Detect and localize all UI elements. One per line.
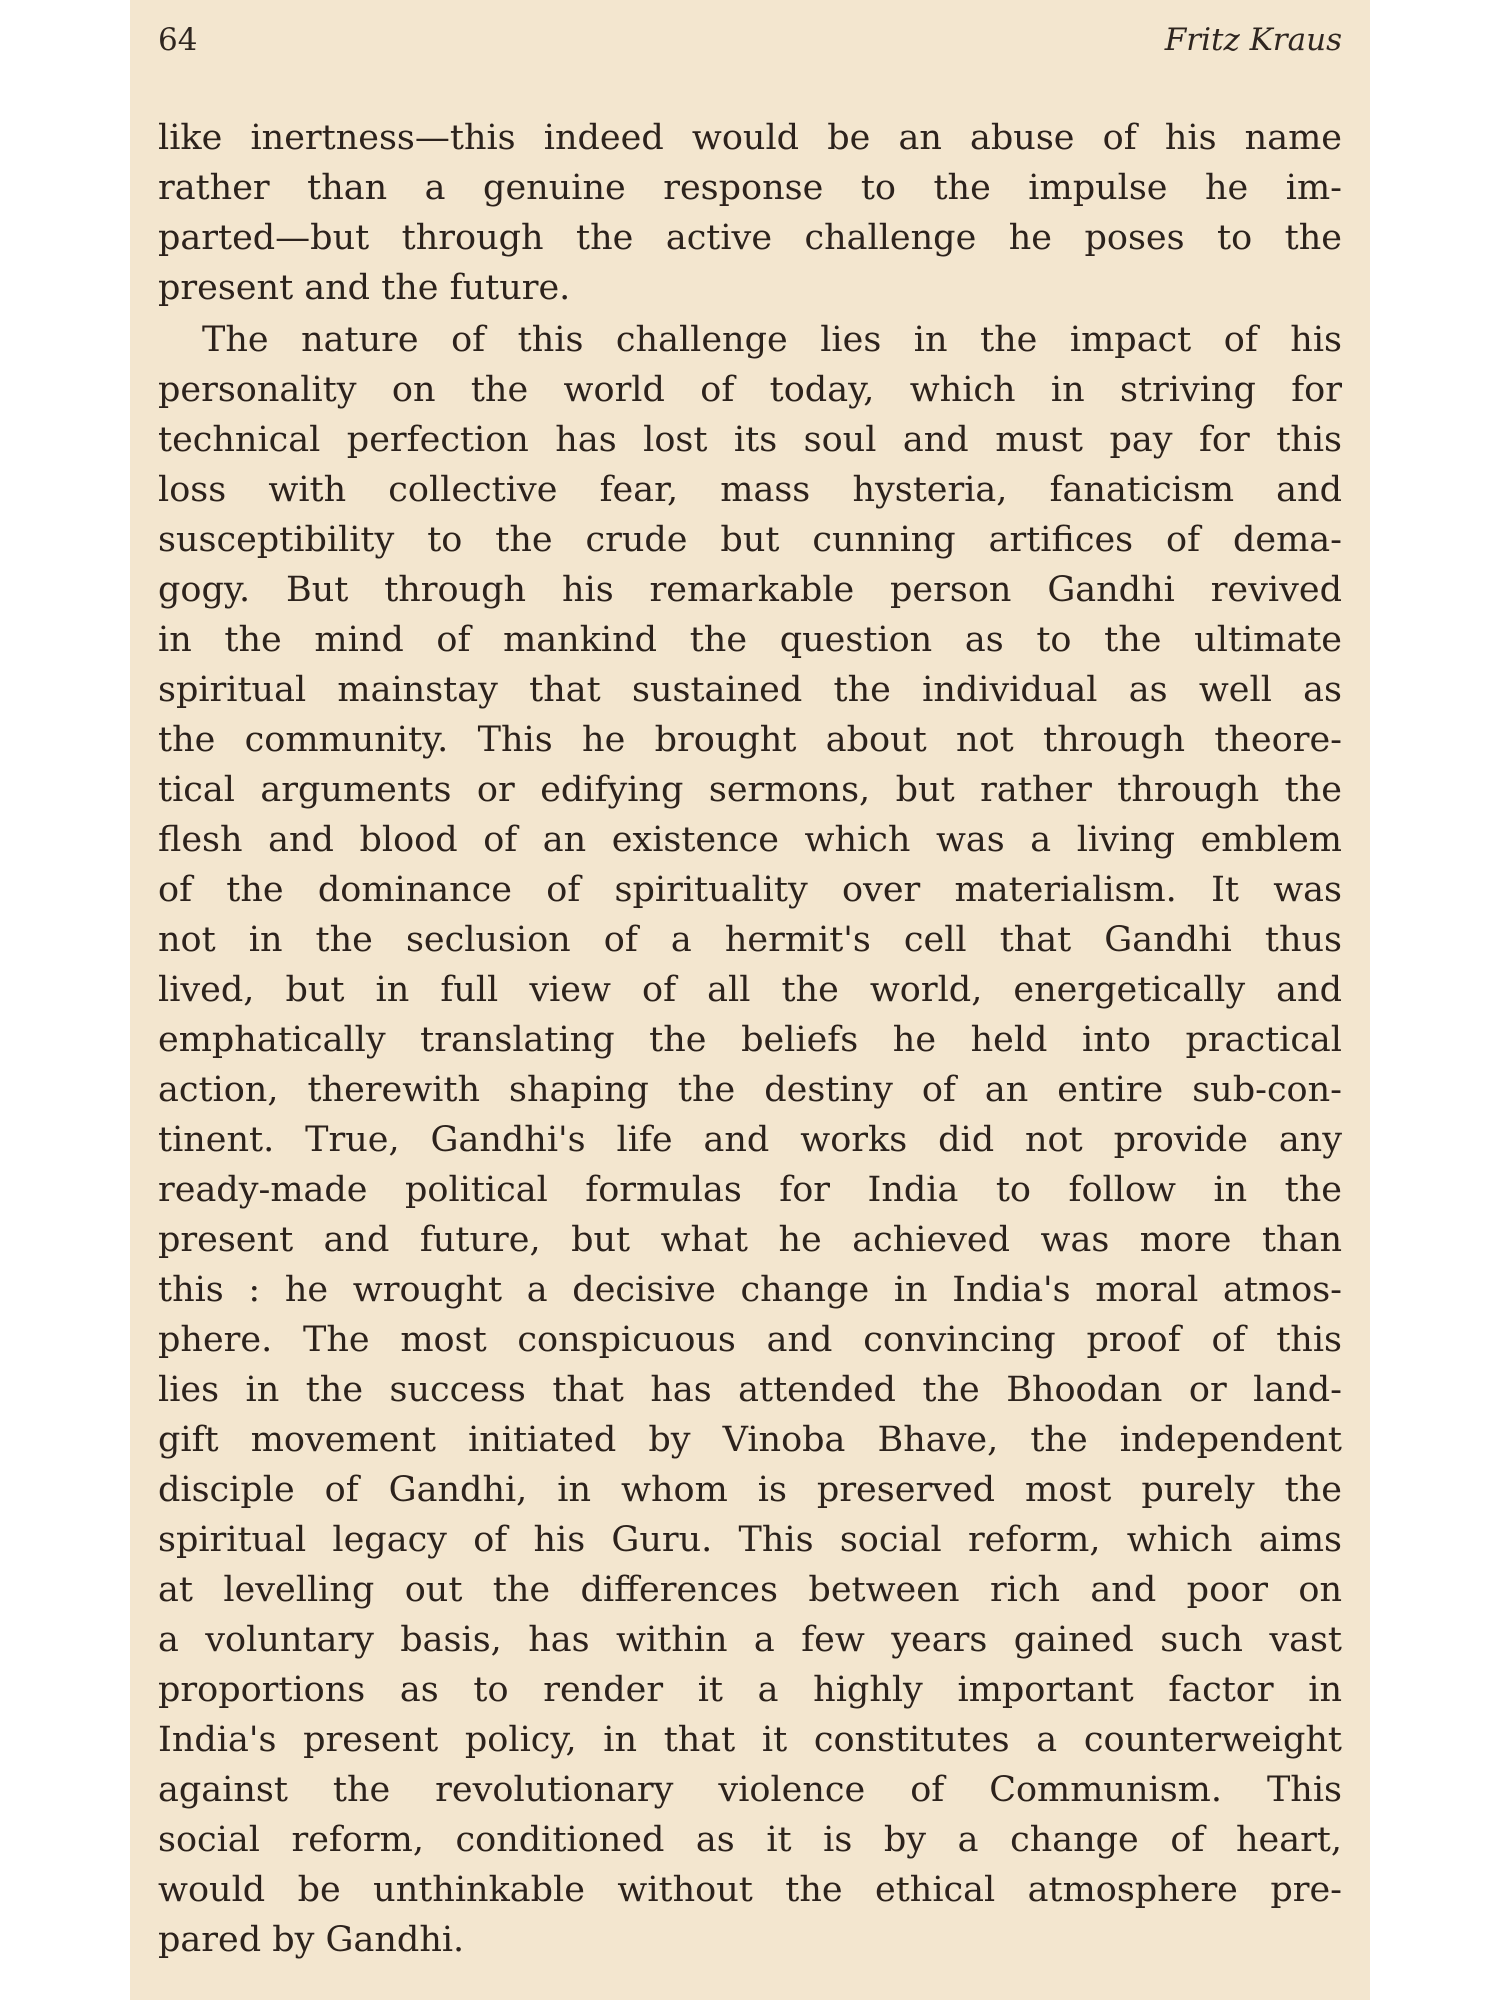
text-line: parted—but through the active challenge he poses to the [158,218,1342,258]
text-line: spiritual legacy of his Guru. This social reform, which aims [158,1520,1342,1560]
text-line: would be unthinkable without the ethical atmosphere pre- [158,1870,1342,1910]
text-line: loss with collective fear, mass hysteria, fanaticism and [158,470,1342,510]
text-line: disciple of Gandhi, in whom is preserved most purely the [158,1470,1342,1510]
text-line: spiritual mainstay that sustained the individual as well as [158,670,1342,710]
text-line: The nature of this challenge lies in the impact of his [202,320,1342,360]
text-line: personality on the world of today, which in striving for [158,370,1342,410]
text-line: ready-made political formulas for India to follow in the [158,1170,1342,1210]
text-line: gift movement initiated by Vinoba Bhave, the independent [158,1420,1342,1460]
text-line: like inertness—this indeed would be an abuse of his name [158,118,1342,158]
text-line: technical perfection has lost its soul and must pay for this [158,420,1342,460]
text-line: at levelling out the differences between rich and poor on [158,1570,1342,1610]
text-line: the community. This he brought about not through theore- [158,720,1342,760]
text-line: against the revolutionary violence of Communism. This [158,1770,1342,1810]
text-line: emphatically translating the beliefs he held into practical [158,1020,1342,1060]
text-line: susceptibility to the crude but cunning artifices of dema- [158,520,1342,560]
text-line: action, therewith shaping the destiny of an entire sub-con- [158,1070,1342,1110]
text-line: present and the future. [158,268,571,308]
text-line: lived, but in full view of all the world, energetically and [158,970,1342,1010]
text-line: social reform, conditioned as it is by a change of heart, [158,1820,1342,1860]
page-number: 64 [158,22,198,58]
text-line: not in the seclusion of a hermit's cell that Gandhi thus [158,920,1342,960]
text-line: in the mind of mankind the question as to the ultimate [158,620,1342,660]
text-line: gogy. But through his remarkable person Gandhi revived [158,570,1342,610]
text-line: lies in the success that has attended the Bhoodan or land- [158,1370,1342,1410]
text-line: of the dominance of spirituality over materialism. It was [158,870,1342,910]
book-page [130,0,1370,2000]
page-header [158,22,1342,62]
text-line: pared by Gandhi. [158,1920,465,1960]
text-line: this : he wrought a decisive change in India's moral atmos- [158,1270,1342,1310]
text-line: proportions as to render it a highly important factor in [158,1670,1342,1710]
text-line: present and future, but what he achieved was more than [158,1220,1342,1260]
text-line: flesh and blood of an existence which was a living emblem [158,820,1342,860]
text-line: tinent. True, Gandhi's life and works did not provide any [158,1120,1342,1160]
running-head: Fritz Kraus [1164,22,1342,58]
text-line: tical arguments or edifying sermons, but rather through the [158,770,1342,810]
text-line: phere. The most conspicuous and convincing proof of this [158,1320,1342,1360]
text-line: a voluntary basis, has within a few years gained such vast [158,1620,1342,1660]
text-line: India's present policy, in that it constitutes a counterweight [158,1720,1342,1760]
text-line: rather than a genuine response to the impulse he im- [158,168,1342,208]
